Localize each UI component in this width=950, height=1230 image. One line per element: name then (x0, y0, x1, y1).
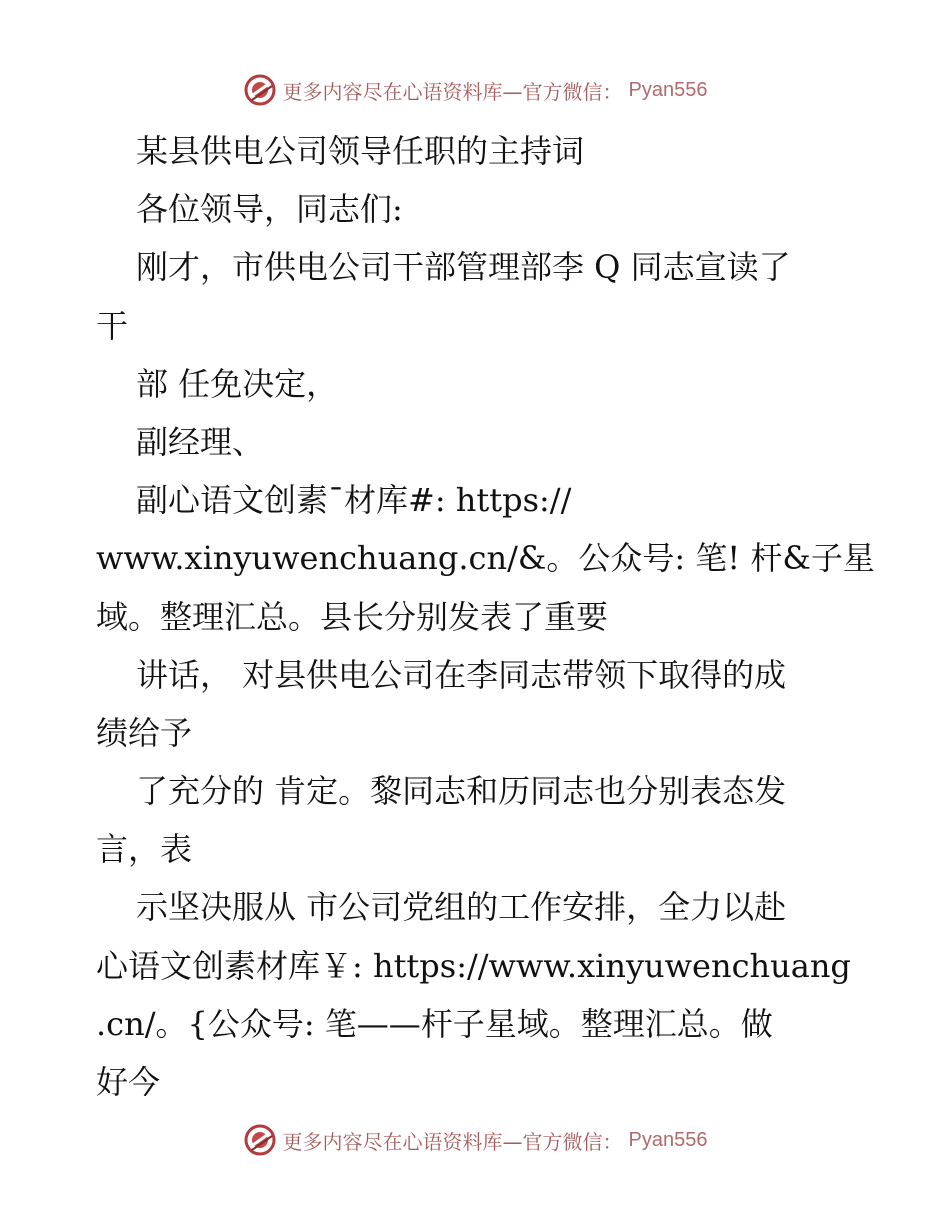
document-line: 示坚决服从 市公司党组的工作安排，全力以赴 (136, 888, 787, 927)
footer-banner (0, 1120, 950, 1160)
banner-text: 更多内容尽在心语资料库—官方微信： (282, 79, 623, 104)
document-line: 心语文创素材库￥: https://www.xinyuwenchuang (96, 946, 851, 985)
seal-logo-icon (243, 1123, 277, 1157)
banner-text: 更多内容尽在心语资料库—官方微信： (282, 1129, 623, 1154)
document-line: 言，表 (96, 830, 193, 869)
document-line: .cn/。{公众号: 笔——杆子星域。整理汇总。做 (96, 1004, 773, 1043)
document-line: 了充分的 肯定。黎同志和历同志也分别表态发 (136, 772, 787, 811)
document-line: 讲话， 对县供电公司在李同志带领下取得的成 (136, 655, 787, 694)
document-line: 好今 (96, 1063, 161, 1101)
document-line: 绩给予 (96, 713, 193, 752)
banner-wechat-handle: Pyan556 (628, 78, 708, 101)
document-line: 副心语文创素¯材库#: https:// (136, 481, 572, 520)
seal-logo-icon (243, 73, 277, 107)
header-banner (0, 70, 950, 110)
document-line: 域。整理汇总。县长分别发表了重要 (96, 597, 609, 636)
document-line: 各位领导，同志们: (136, 190, 403, 229)
document-line: 刚才，市供电公司干部管理部李 Q 同志宣读了 (136, 248, 791, 287)
document-title: 某县供电公司领导任职的主持词 (136, 132, 585, 170)
banner-wechat-handle: Pyan556 (628, 1128, 708, 1151)
document-line: 副经理、 (136, 422, 265, 461)
document-body (96, 122, 875, 1111)
document-line: 干 (96, 306, 129, 345)
document-line: 部 任免决定， (136, 364, 339, 403)
document-line: www.xinyuwenchuang.cn/&。公众号: 笔! 杆&子星 (96, 539, 875, 578)
